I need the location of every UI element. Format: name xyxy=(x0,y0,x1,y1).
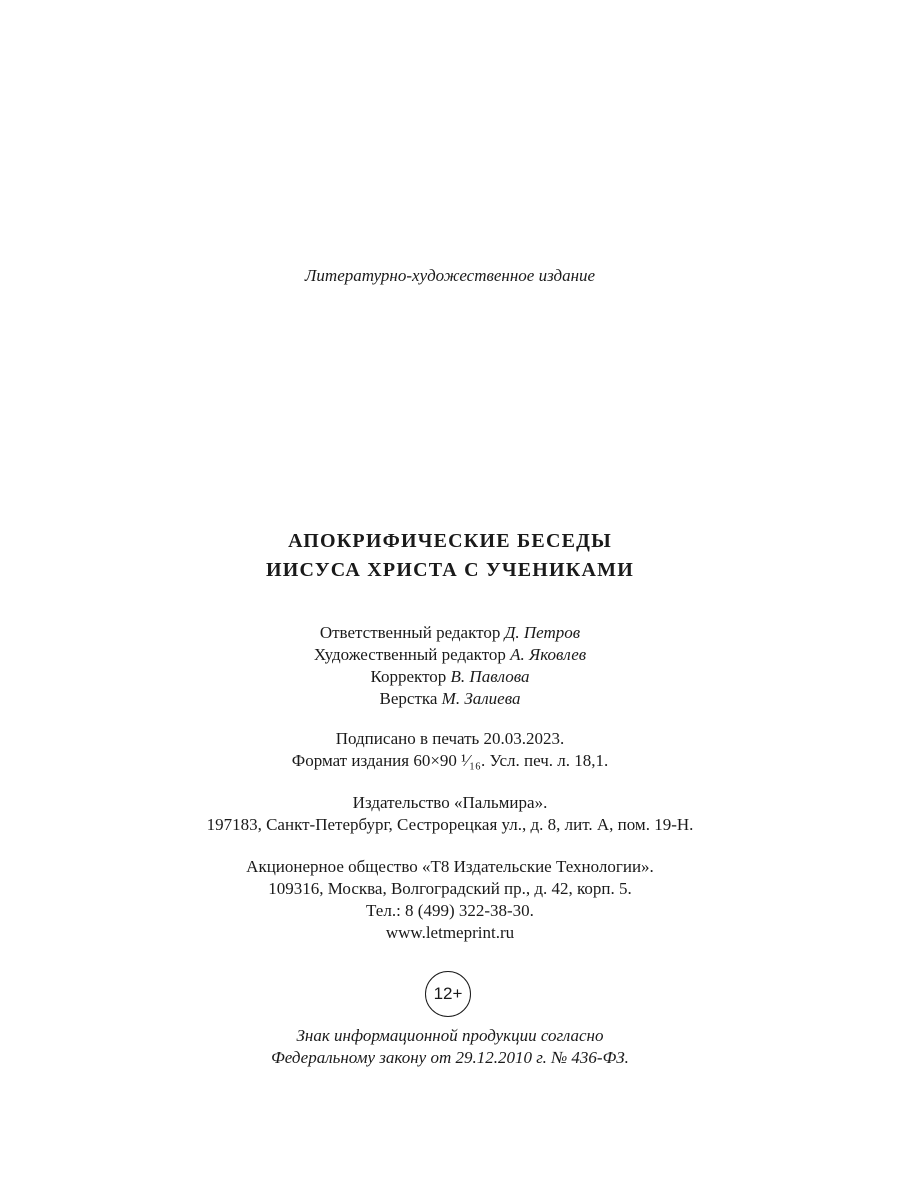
print-info xyxy=(0,728,900,772)
book-title-line-2: ИИСУСА ХРИСТА С УЧЕНИКАМИ xyxy=(266,559,634,581)
edition-type: Литературно-художественное издание xyxy=(304,266,596,285)
printer-info xyxy=(0,856,900,944)
credit-role: Художественный редактор xyxy=(313,645,506,664)
credit-line xyxy=(0,622,900,644)
credit-line xyxy=(0,688,900,710)
credit-name: А. Яковлев xyxy=(510,645,587,664)
publisher-name: Издательство «Пальмира». xyxy=(352,793,548,812)
printer-phone: Тел.: 8 (499) 322-38-30. xyxy=(366,901,534,920)
printer-name: Акционерное общество «Т8 Издательские Технологии». xyxy=(246,857,654,876)
credit-role: Корректор xyxy=(370,667,447,686)
age-rating-badge: 12+ xyxy=(425,971,471,1017)
publisher-address: 197183, Санкт-Петербург, Сестрорецкая ул., д. 8, лит. А, пом. 19-Н. xyxy=(206,815,694,834)
law-notice-line-1: Знак информационной продукции согласно xyxy=(296,1026,604,1045)
edition-format: Формат издания 60×90 ¹⁄₁₆. Усл. печ. л. 18,1. xyxy=(291,751,609,770)
signed-for-print: Подписано в печать 20.03.2023. xyxy=(335,729,565,748)
law-notice xyxy=(0,1025,900,1069)
publisher-info xyxy=(0,792,900,836)
credit-name: М. Залиева xyxy=(441,689,521,708)
credit-role: Верстка xyxy=(379,689,438,708)
credit-line xyxy=(0,666,900,688)
printer-address: 109316, Москва, Волгоградский пр., д. 42, корп. 5. xyxy=(268,879,632,898)
credit-line xyxy=(0,644,900,666)
law-notice-line-2: Федеральному закону от 29.12.2010 г. № 436-ФЗ. xyxy=(271,1048,629,1067)
credit-name: Д. Петров xyxy=(504,623,581,642)
book-title xyxy=(0,527,900,585)
credit-name: В. Павлова xyxy=(450,667,530,686)
printer-website: www.letmeprint.ru xyxy=(385,923,515,942)
book-title-line-1: АПОКРИФИЧЕСКИЕ БЕСЕДЫ xyxy=(288,530,612,552)
credits xyxy=(0,622,900,710)
credit-role: Ответственный редактор xyxy=(319,623,501,642)
